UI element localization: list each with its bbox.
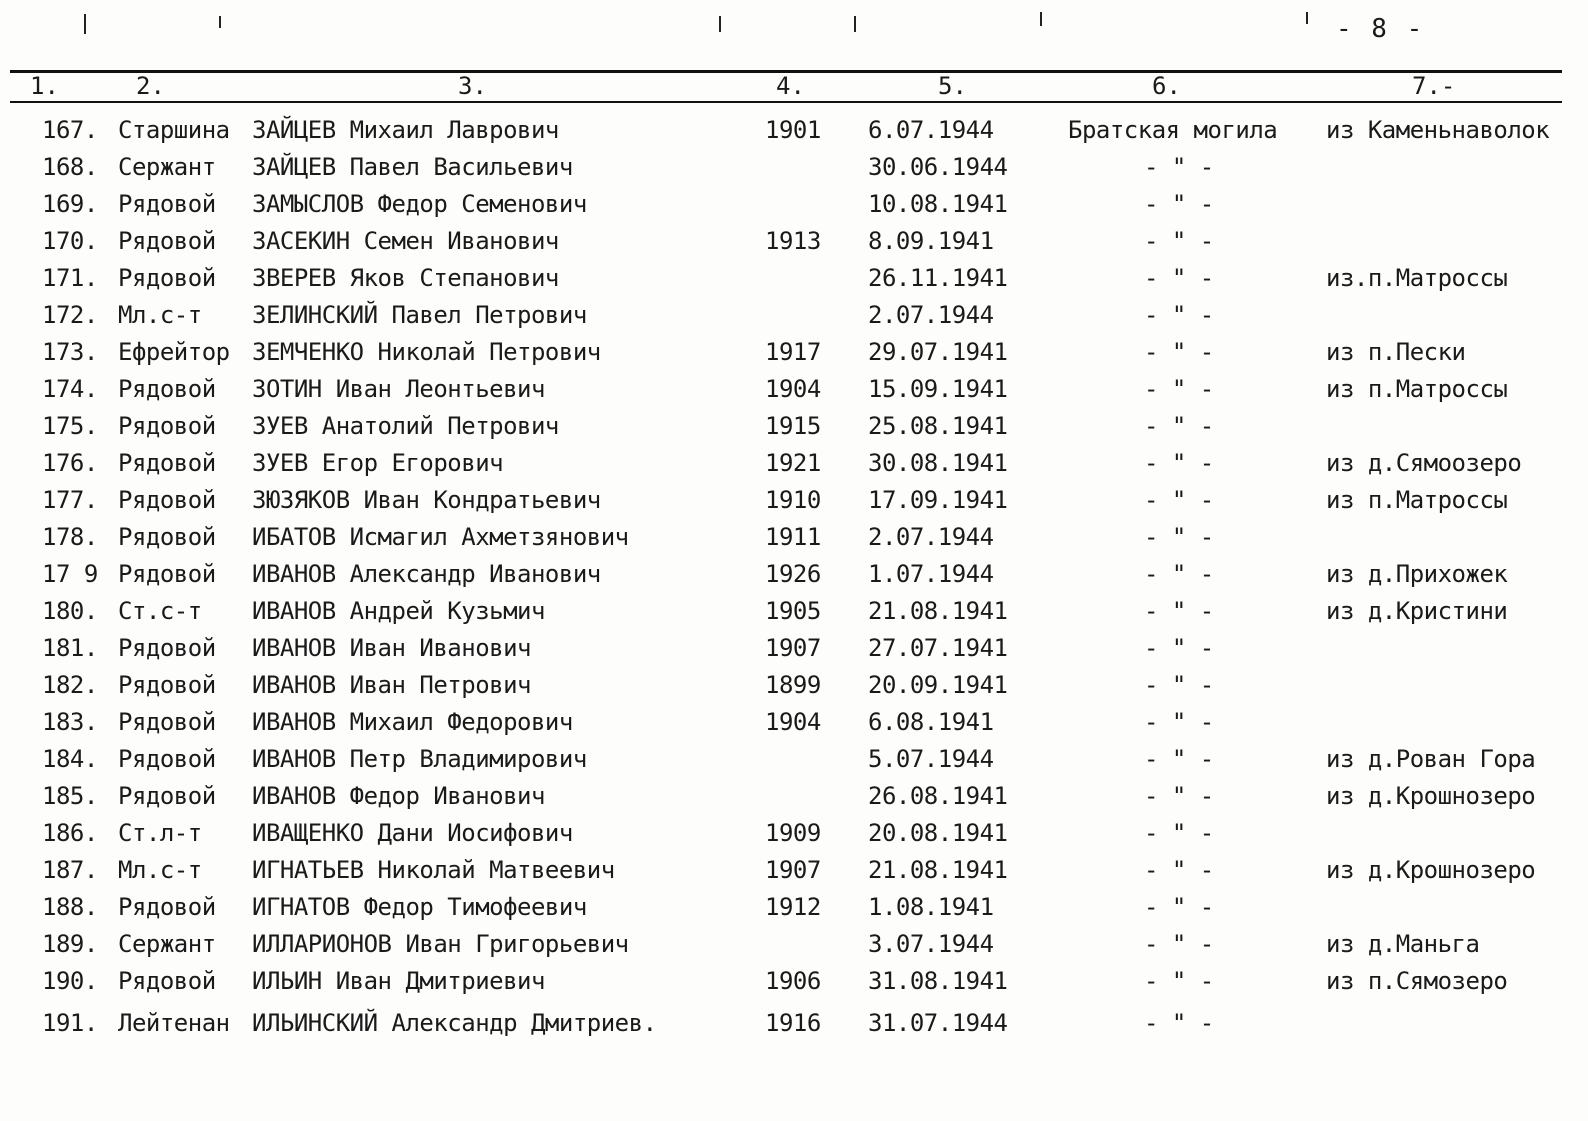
record-death-date: 26.08.1941 bbox=[868, 782, 1008, 810]
table-row bbox=[0, 964, 1588, 1001]
record-name: ЗОТИН Иван Леонтьевич bbox=[252, 375, 545, 403]
record-death-date: 21.08.1941 bbox=[868, 856, 1008, 884]
record-rank: Рядовой bbox=[118, 486, 216, 514]
record-number: 191. bbox=[42, 1009, 98, 1037]
record-death-date: 15.09.1941 bbox=[868, 375, 1008, 403]
typewriter-mark bbox=[84, 14, 86, 34]
record-number: 188. bbox=[42, 893, 98, 921]
record-death-date: 2.07.1944 bbox=[868, 301, 994, 329]
record-name: ЗУЕВ Егор Егорович bbox=[252, 449, 504, 477]
record-name: ИЛЛАРИОНОВ Иван Григорьевич bbox=[252, 930, 629, 958]
record-list bbox=[0, 113, 1588, 1043]
record-name: ЗЕЛИНСКИЙ Павел Петрович bbox=[252, 301, 587, 329]
table-row bbox=[0, 668, 1588, 705]
record-death-date: 1.08.1941 bbox=[868, 893, 994, 921]
record-name: ЗВЕРЕВ Яков Степанович bbox=[252, 264, 559, 292]
column-header-row bbox=[0, 70, 1588, 102]
table-row bbox=[0, 150, 1588, 187]
table-row bbox=[0, 409, 1588, 446]
record-burial: - " - bbox=[1144, 967, 1214, 995]
record-number: 183. bbox=[42, 708, 98, 736]
record-number: 171. bbox=[42, 264, 98, 292]
table-row bbox=[0, 224, 1588, 261]
record-name: ЗАЙЦЕВ Михаил Лаврович bbox=[252, 116, 559, 144]
record-name: ИЛЬИНСКИЙ Александр Дмитриев. bbox=[252, 1009, 657, 1037]
column-header-6: 6. bbox=[1152, 72, 1181, 100]
record-birth-year: 1904 bbox=[765, 375, 821, 403]
record-rank: Лейтенан bbox=[118, 1009, 230, 1037]
record-rank: Ефрейтор bbox=[118, 338, 230, 366]
record-burial: - " - bbox=[1144, 412, 1214, 440]
record-death-date: 10.08.1941 bbox=[868, 190, 1008, 218]
table-row bbox=[0, 594, 1588, 631]
table-row bbox=[0, 187, 1588, 224]
record-name: ИВАНОВ Михаил Федорович bbox=[252, 708, 573, 736]
record-birth-year: 1909 bbox=[765, 819, 821, 847]
record-number: 168. bbox=[42, 153, 98, 181]
record-origin: из д.Крошнозеро bbox=[1326, 856, 1536, 884]
record-number: 173. bbox=[42, 338, 98, 366]
column-header-1: 1. bbox=[30, 72, 59, 100]
record-burial: Братская могила bbox=[1068, 116, 1278, 144]
record-burial: - " - bbox=[1144, 708, 1214, 736]
record-number: 186. bbox=[42, 819, 98, 847]
record-rank: Сержант bbox=[118, 153, 216, 181]
record-burial: - " - bbox=[1144, 671, 1214, 699]
record-origin: из д.Сямоозеро bbox=[1326, 449, 1522, 477]
record-birth-year: 1921 bbox=[765, 449, 821, 477]
record-burial: - " - bbox=[1144, 375, 1214, 403]
record-name: ИГНАТЬЕВ Николай Матвеевич bbox=[252, 856, 615, 884]
record-number: 178. bbox=[42, 523, 98, 551]
record-birth-year: 1913 bbox=[765, 227, 821, 255]
table-row bbox=[0, 890, 1588, 927]
record-number: 187. bbox=[42, 856, 98, 884]
record-name: ИВАНОВ Федор Иванович bbox=[252, 782, 545, 810]
record-name: ИВАЩЕНКО Дани Иосифович bbox=[252, 819, 573, 847]
record-death-date: 31.07.1944 bbox=[868, 1009, 1008, 1037]
record-origin: из Каменьнаволок bbox=[1326, 116, 1550, 144]
record-number: 189. bbox=[42, 930, 98, 958]
record-burial: - " - bbox=[1144, 782, 1214, 810]
record-burial: - " - bbox=[1144, 190, 1214, 218]
record-rank: Рядовой bbox=[118, 634, 216, 662]
record-name: ЗАМЫСЛОВ Федор Семенович bbox=[252, 190, 587, 218]
record-birth-year: 1910 bbox=[765, 486, 821, 514]
record-number: 167. bbox=[42, 116, 98, 144]
record-rank: Рядовой bbox=[118, 227, 216, 255]
record-name: ИБАТОВ Исмагил Ахметзянович bbox=[252, 523, 629, 551]
record-death-date: 1.07.1944 bbox=[868, 560, 994, 588]
typewriter-mark bbox=[1306, 12, 1308, 24]
record-name: ИВАНОВ Андрей Кузьмич bbox=[252, 597, 545, 625]
record-name: ЗУЕВ Анатолий Петрович bbox=[252, 412, 559, 440]
record-death-date: 20.08.1941 bbox=[868, 819, 1008, 847]
table-row bbox=[0, 483, 1588, 520]
column-header-2: 2. bbox=[136, 72, 165, 100]
record-rank: Ст.с-т bbox=[118, 597, 202, 625]
record-birth-year: 1907 bbox=[765, 634, 821, 662]
record-birth-year: 1905 bbox=[765, 597, 821, 625]
table-row bbox=[0, 1001, 1588, 1043]
record-burial: - " - bbox=[1144, 227, 1214, 255]
record-number: 174. bbox=[42, 375, 98, 403]
table-row bbox=[0, 557, 1588, 594]
record-rank: Рядовой bbox=[118, 782, 216, 810]
record-birth-year: 1911 bbox=[765, 523, 821, 551]
record-origin: из д.Кристини bbox=[1326, 597, 1508, 625]
table-row bbox=[0, 742, 1588, 779]
record-death-date: 3.07.1944 bbox=[868, 930, 994, 958]
record-burial: - " - bbox=[1144, 597, 1214, 625]
table-row bbox=[0, 446, 1588, 483]
record-birth-year: 1917 bbox=[765, 338, 821, 366]
record-birth-year: 1912 bbox=[765, 893, 821, 921]
record-death-date: 26.11.1941 bbox=[868, 264, 1008, 292]
record-death-date: 31.08.1941 bbox=[868, 967, 1008, 995]
record-rank: Мл.с-т bbox=[118, 301, 202, 329]
table-row bbox=[0, 927, 1588, 964]
record-number: 180. bbox=[42, 597, 98, 625]
record-number: 182. bbox=[42, 671, 98, 699]
record-birth-year: 1899 bbox=[765, 671, 821, 699]
record-rank: Рядовой bbox=[118, 375, 216, 403]
record-burial: - " - bbox=[1144, 745, 1214, 773]
column-header-7: 7.- bbox=[1412, 72, 1456, 100]
record-rank: Рядовой bbox=[118, 893, 216, 921]
record-rank: Рядовой bbox=[118, 412, 216, 440]
column-header-3: 3. bbox=[458, 72, 487, 100]
record-rank: Рядовой bbox=[118, 745, 216, 773]
record-origin: из п.Пески bbox=[1326, 338, 1466, 366]
record-burial: - " - bbox=[1144, 153, 1214, 181]
record-burial: - " - bbox=[1144, 819, 1214, 847]
record-birth-year: 1907 bbox=[765, 856, 821, 884]
record-origin: из п.Матроссы bbox=[1326, 486, 1508, 514]
record-number: 172. bbox=[42, 301, 98, 329]
record-number: 177. bbox=[42, 486, 98, 514]
record-rank: Сержант bbox=[118, 930, 216, 958]
record-death-date: 30.08.1941 bbox=[868, 449, 1008, 477]
table-row bbox=[0, 113, 1588, 150]
record-burial: - " - bbox=[1144, 1009, 1214, 1037]
record-death-date: 6.08.1941 bbox=[868, 708, 994, 736]
record-origin: из п.Сямозеро bbox=[1326, 967, 1508, 995]
record-rank: Рядовой bbox=[118, 190, 216, 218]
record-number: 184. bbox=[42, 745, 98, 773]
record-burial: - " - bbox=[1144, 486, 1214, 514]
record-origin: из д.Рован Гора bbox=[1326, 745, 1536, 773]
record-burial: - " - bbox=[1144, 560, 1214, 588]
record-death-date: 5.07.1944 bbox=[868, 745, 994, 773]
table-row bbox=[0, 631, 1588, 668]
record-death-date: 30.06.1944 bbox=[868, 153, 1008, 181]
record-burial: - " - bbox=[1144, 634, 1214, 662]
record-name: ИЛЬИН Иван Дмитриевич bbox=[252, 967, 545, 995]
record-death-date: 27.07.1941 bbox=[868, 634, 1008, 662]
table-row bbox=[0, 261, 1588, 298]
record-name: ИВАНОВ Петр Владимирович bbox=[252, 745, 587, 773]
record-burial: - " - bbox=[1144, 930, 1214, 958]
record-burial: - " - bbox=[1144, 449, 1214, 477]
record-rank: Мл.с-т bbox=[118, 856, 202, 884]
record-number: 176. bbox=[42, 449, 98, 477]
record-number: 170. bbox=[42, 227, 98, 255]
table-row bbox=[0, 853, 1588, 890]
record-death-date: 20.09.1941 bbox=[868, 671, 1008, 699]
record-number: 17 9 bbox=[42, 560, 98, 588]
typewriter-mark bbox=[719, 16, 721, 32]
record-name: ЗЕМЧЕНКО Николай Петрович bbox=[252, 338, 601, 366]
record-death-date: 2.07.1944 bbox=[868, 523, 994, 551]
table-row bbox=[0, 779, 1588, 816]
record-death-date: 17.09.1941 bbox=[868, 486, 1008, 514]
header-rule-bottom bbox=[10, 101, 1562, 103]
column-header-4: 4. bbox=[776, 72, 805, 100]
table-row bbox=[0, 705, 1588, 742]
record-burial: - " - bbox=[1144, 338, 1214, 366]
typewriter-mark bbox=[854, 16, 856, 32]
record-birth-year: 1916 bbox=[765, 1009, 821, 1037]
record-birth-year: 1904 bbox=[765, 708, 821, 736]
record-number: 181. bbox=[42, 634, 98, 662]
record-death-date: 25.08.1941 bbox=[868, 412, 1008, 440]
table-row bbox=[0, 372, 1588, 409]
table-row bbox=[0, 298, 1588, 335]
page-number: - 8 - bbox=[1336, 14, 1425, 44]
record-name: ЗАСЕКИН Семен Иванович bbox=[252, 227, 559, 255]
record-rank: Рядовой bbox=[118, 264, 216, 292]
table-row bbox=[0, 520, 1588, 557]
record-name: ЗАЙЦЕВ Павел Васильевич bbox=[252, 153, 573, 181]
record-birth-year: 1915 bbox=[765, 412, 821, 440]
record-rank: Старшина bbox=[118, 116, 230, 144]
table-row bbox=[0, 816, 1588, 853]
record-birth-year: 1901 bbox=[765, 116, 821, 144]
record-rank: Рядовой bbox=[118, 967, 216, 995]
record-name: ИГНАТОВ Федор Тимофеевич bbox=[252, 893, 587, 921]
typewriter-mark bbox=[219, 16, 221, 28]
record-rank: Рядовой bbox=[118, 708, 216, 736]
record-origin: из п.Матроссы bbox=[1326, 375, 1508, 403]
record-birth-year: 1906 bbox=[765, 967, 821, 995]
record-death-date: 8.09.1941 bbox=[868, 227, 994, 255]
record-name: ИВАНОВ Александр Иванович bbox=[252, 560, 601, 588]
record-origin: из д.Крошнозеро bbox=[1326, 782, 1536, 810]
record-birth-year: 1926 bbox=[765, 560, 821, 588]
record-number: 190. bbox=[42, 967, 98, 995]
table-row bbox=[0, 335, 1588, 372]
record-death-date: 6.07.1944 bbox=[868, 116, 994, 144]
record-rank: Ст.л-т bbox=[118, 819, 202, 847]
record-rank: Рядовой bbox=[118, 449, 216, 477]
record-name: ИВАНОВ Иван Иванович bbox=[252, 634, 531, 662]
record-number: 175. bbox=[42, 412, 98, 440]
record-burial: - " - bbox=[1144, 301, 1214, 329]
record-origin: из д.Прихожек bbox=[1326, 560, 1508, 588]
record-origin: из д.Маньга bbox=[1326, 930, 1480, 958]
record-burial: - " - bbox=[1144, 893, 1214, 921]
record-death-date: 21.08.1941 bbox=[868, 597, 1008, 625]
record-rank: Рядовой bbox=[118, 523, 216, 551]
record-rank: Рядовой bbox=[118, 671, 216, 699]
record-burial: - " - bbox=[1144, 856, 1214, 884]
record-burial: - " - bbox=[1144, 264, 1214, 292]
record-number: 169. bbox=[42, 190, 98, 218]
column-header-5: 5. bbox=[938, 72, 967, 100]
record-rank: Рядовой bbox=[118, 560, 216, 588]
record-burial: - " - bbox=[1144, 523, 1214, 551]
record-origin: из.п.Матроссы bbox=[1326, 264, 1508, 292]
record-name: ИВАНОВ Иван Петрович bbox=[252, 671, 531, 699]
record-number: 185. bbox=[42, 782, 98, 810]
record-death-date: 29.07.1941 bbox=[868, 338, 1008, 366]
record-name: ЗЮЗЯКОВ Иван Кондратьевич bbox=[252, 486, 601, 514]
typewriter-mark bbox=[1040, 12, 1042, 26]
